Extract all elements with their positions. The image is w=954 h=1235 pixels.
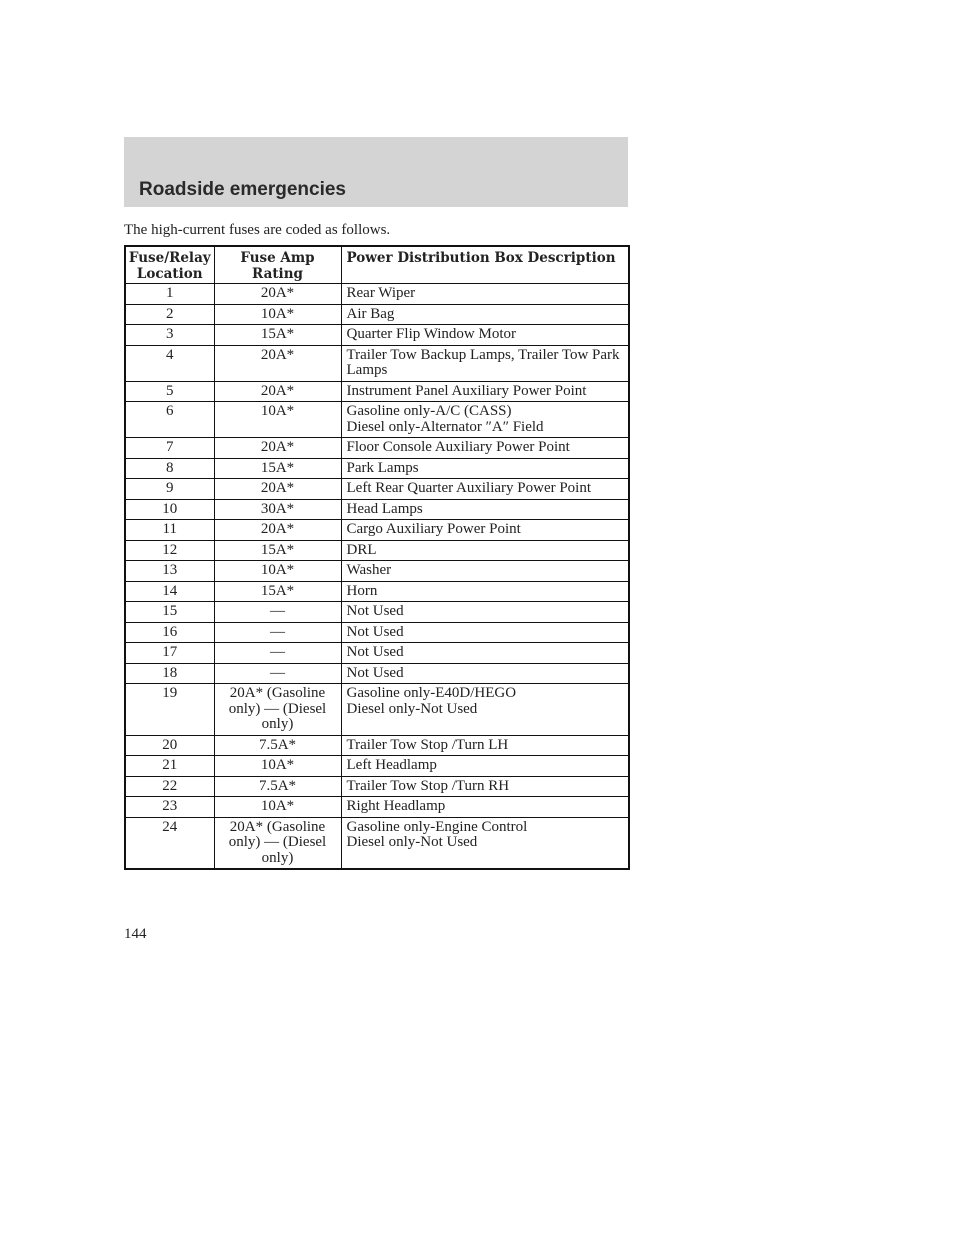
- fuse-amp-cell: 15A*: [214, 458, 341, 479]
- table-row: [125, 581, 629, 602]
- fuse-description-cell: Not Used: [341, 643, 629, 664]
- fuse-amp-cell: —: [214, 622, 341, 643]
- fuse-amp-cell: 20A*: [214, 520, 341, 541]
- fuse-amp-cell: 15A*: [214, 581, 341, 602]
- fuse-description-cell: Not Used: [341, 602, 629, 623]
- fuse-description-cell: Park Lamps: [341, 458, 629, 479]
- fuse-location-cell: 12: [125, 540, 214, 561]
- fuse-amp-cell: 10A*: [214, 756, 341, 777]
- fuse-amp-cell: 15A*: [214, 540, 341, 561]
- fuse-location-cell: 13: [125, 561, 214, 582]
- fuse-location-cell: 9: [125, 479, 214, 500]
- table-row: [125, 776, 629, 797]
- fuse-description-cell: Rear Wiper: [341, 284, 629, 305]
- table-row: [125, 381, 629, 402]
- page-number: 144: [124, 926, 147, 942]
- fuse-amp-cell: 20A*: [214, 381, 341, 402]
- fuse-location-cell: 19: [125, 684, 214, 736]
- fuse-location-cell: 11: [125, 520, 214, 541]
- fuse-description-cell: Floor Console Auxiliary Power Point: [341, 438, 629, 459]
- fuse-location-cell: 7: [125, 438, 214, 459]
- fuse-location-cell: 24: [125, 817, 214, 869]
- fuse-description-cell: Right Headlamp: [341, 797, 629, 818]
- table-row: [125, 561, 629, 582]
- fuse-description-cell: Gasoline only-E40D/HEGO Diesel only-Not Used: [341, 684, 629, 736]
- fuse-location-cell: 1: [125, 284, 214, 305]
- table-row: [125, 684, 629, 736]
- fuse-location-cell: 4: [125, 345, 214, 381]
- table-row: [125, 438, 629, 459]
- fuse-description-cell: Trailer Tow Stop /Turn RH: [341, 776, 629, 797]
- table-row: [125, 643, 629, 664]
- fuse-location-cell: 22: [125, 776, 214, 797]
- table-row: [125, 756, 629, 777]
- table-row: [125, 797, 629, 818]
- table-header-row: [125, 246, 629, 284]
- table-body: [125, 284, 629, 870]
- fuse-amp-cell: 20A* (Gasoline only) — (Diesel only): [214, 817, 341, 869]
- fuse-description-cell: Washer: [341, 561, 629, 582]
- fuse-description-cell: Left Rear Quarter Auxiliary Power Point: [341, 479, 629, 500]
- fuse-amp-cell: 20A*: [214, 479, 341, 500]
- fuse-location-cell: 21: [125, 756, 214, 777]
- fuse-amp-cell: 7.5A*: [214, 735, 341, 756]
- fuse-description-cell: Horn: [341, 581, 629, 602]
- fuse-amp-cell: 20A* (Gasoline only) — (Diesel only): [214, 684, 341, 736]
- table-row: [125, 622, 629, 643]
- fuse-amp-cell: —: [214, 643, 341, 664]
- fuse-amp-cell: —: [214, 663, 341, 684]
- table-row: [125, 479, 629, 500]
- table-row: [125, 284, 629, 305]
- table-row: [125, 304, 629, 325]
- fuse-description-cell: Gasoline only-A/C (CASS) Diesel only-Alternator ″A″ Field: [341, 402, 629, 438]
- fuse-location-cell: 3: [125, 325, 214, 346]
- fuse-location-cell: 17: [125, 643, 214, 664]
- table-row: [125, 325, 629, 346]
- fuse-description-cell: Not Used: [341, 663, 629, 684]
- table-row: [125, 735, 629, 756]
- fuse-amp-cell: —: [214, 602, 341, 623]
- fuse-description-cell: Cargo Auxiliary Power Point: [341, 520, 629, 541]
- table-row: [125, 817, 629, 869]
- table-row: [125, 458, 629, 479]
- fuse-amp-cell: 20A*: [214, 284, 341, 305]
- fuse-amp-cell: 10A*: [214, 561, 341, 582]
- section-header-band: [124, 137, 628, 207]
- fuse-description-cell: Instrument Panel Auxiliary Power Point: [341, 381, 629, 402]
- fuse-location-cell: 20: [125, 735, 214, 756]
- fuse-location-cell: 18: [125, 663, 214, 684]
- fuse-amp-cell: 15A*: [214, 325, 341, 346]
- fuse-amp-cell: 10A*: [214, 797, 341, 818]
- fuse-table: [124, 245, 630, 870]
- table-row: [125, 663, 629, 684]
- fuse-description-cell: Trailer Tow Stop /Turn LH: [341, 735, 629, 756]
- fuse-description-cell: Trailer Tow Backup Lamps, Trailer Tow Park Lamps: [341, 345, 629, 381]
- fuse-description-cell: Gasoline only-Engine Control Diesel only-Not Used: [341, 817, 629, 869]
- fuse-location-cell: 6: [125, 402, 214, 438]
- fuse-location-cell: 2: [125, 304, 214, 325]
- fuse-description-cell: Quarter Flip Window Motor: [341, 325, 629, 346]
- table-row: [125, 499, 629, 520]
- fuse-amp-cell: 10A*: [214, 304, 341, 325]
- fuse-description-cell: Air Bag: [341, 304, 629, 325]
- fuse-location-cell: 15: [125, 602, 214, 623]
- table-row: [125, 520, 629, 541]
- fuse-amp-cell: 10A*: [214, 402, 341, 438]
- fuse-location-cell: 8: [125, 458, 214, 479]
- fuse-location-cell: 16: [125, 622, 214, 643]
- fuse-amp-cell: 7.5A*: [214, 776, 341, 797]
- fuse-location-cell: 14: [125, 581, 214, 602]
- fuse-location-cell: 10: [125, 499, 214, 520]
- fuse-amp-cell: 20A*: [214, 438, 341, 459]
- fuse-amp-cell: 30A*: [214, 499, 341, 520]
- column-header-location: Fuse/Relay Location: [125, 246, 214, 284]
- fuse-description-cell: Not Used: [341, 622, 629, 643]
- fuse-description-cell: Head Lamps: [341, 499, 629, 520]
- fuse-description-cell: Left Headlamp: [341, 756, 629, 777]
- section-title: Roadside emergencies: [139, 179, 346, 200]
- table-row: [125, 402, 629, 438]
- fuse-location-cell: 5: [125, 381, 214, 402]
- column-header-amp-rating: Fuse Amp Rating: [214, 246, 341, 284]
- fuse-location-cell: 23: [125, 797, 214, 818]
- table-row: [125, 602, 629, 623]
- fuse-description-cell: DRL: [341, 540, 629, 561]
- column-header-description: Power Distribution Box Description: [341, 246, 629, 284]
- fuse-amp-cell: 20A*: [214, 345, 341, 381]
- intro-text: The high-current fuses are coded as follows.: [124, 222, 391, 238]
- table-row: [125, 345, 629, 381]
- table-row: [125, 540, 629, 561]
